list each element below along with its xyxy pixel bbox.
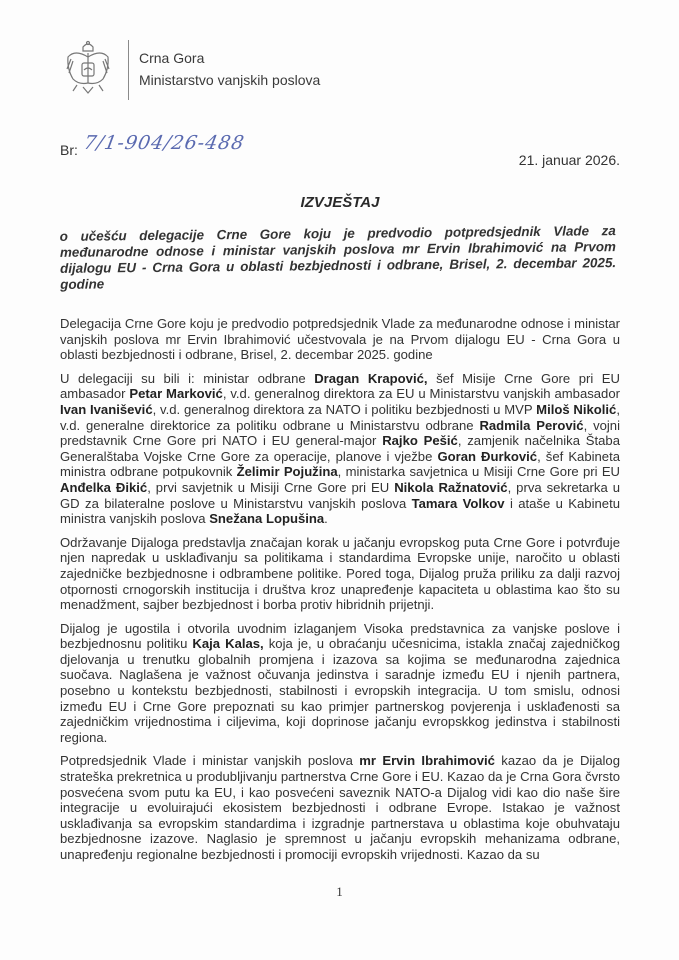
- text-run: , prva sekretarka u GD za bilateralne poslove u Ministarstvu vanjskih poslova: [60, 479, 620, 511]
- bold-name-run: Radmila Perović: [479, 417, 584, 433]
- document-body: [60, 316, 620, 871]
- text-run: Dijalog je ugostila i otvorila uvodnim izlaganjem Visoka predstavnica za vanjske poslove i bezbjednosnu politiku: [60, 620, 620, 652]
- text-run: , ministarka savjetnica u Misiji Crne Gore pri EU: [337, 464, 621, 480]
- bold-name-run: mr Ervin Ibrahimović: [359, 753, 495, 769]
- paragraph-intro: Delegacija Crne Gore koju je predvodio potpredsjednik Vlade za međunarodne odnose i ministar vanjskih poslova mr Ervin Ibrahimović učestvovala je na Prvom dijalogu EU - Crna Gora u oblasti bezbjednosti i odbrane, Brisel, 2. decembar 2025. godine: [60, 316, 620, 363]
- text-run: , šef Kabineta ministra odbrane potpukovnik: [60, 448, 621, 480]
- bold-name-run: Ivan Ivanišević: [60, 401, 153, 417]
- reference-number-handwritten: 7/1-904/26-488: [82, 132, 247, 154]
- bold-name-run: Želimir Pojužina: [236, 464, 338, 480]
- bold-name-run: Rajko Pešić: [382, 433, 458, 449]
- letterhead-divider: [128, 40, 129, 100]
- letterhead-text: [139, 38, 320, 100]
- text-run: koja je, u obraćanju učesnicima, istakla značaj zajedničkog djelovanja u trenutku globalnih promjena i izazova sa kojima se međunarodna zajednica suočava. Naglašena je važnost očuvanja jedinstva i saradnje između EU i njenih partnera, posebno u kontekstu bezbjednosti, stabilnosti i evropskih integracija. U tom smislu, odnosi između EU i Crne Gore prepoznati su kao primjer partnerskog povjerenja i usklađenosti sa zajedničkim vrijednostima i ciljevima, koji doprinose jačanju evropskkog jedinstva i stabilnosti regiona.: [60, 636, 620, 745]
- text-run: , v.d. generalne direktorice za politiku odbrane u Ministarstvu odbrane: [60, 401, 620, 433]
- country-name: Crna Gora: [139, 50, 205, 66]
- text-run: šef Misije Crne Gore pri EU ambasador: [60, 370, 620, 402]
- bold-name-run: Anđelka Đikić: [60, 479, 148, 495]
- document-title: IZVJEŠTAJ: [300, 194, 380, 211]
- paragraph-minister-statement: [60, 753, 620, 862]
- paragraph-delegation: [60, 371, 620, 527]
- text-run: Potpredsjednik Vlade i ministar vanjskih poslova: [60, 753, 360, 769]
- paragraph-significance: Održavanje Dijaloga predstavlja značajan korak u jačanju evropskog puta Crne Gore i potvrđuje njen napredak u usklađivanju sa politikama i standardima Evropske unije, naročito u oblasti zajedničke bezbjednosne i odbrambene politike. Pored toga, Dijalog pruža priliku za dalji razvoj otpornosti crnogorskih institucija i društva kroz unapređenje kapaciteta u oblastima kao što su menadžment, sajber bezbjednost i borba protiv hibridnih prijetnji.: [60, 534, 620, 613]
- bold-name-run: Snežana Lopušina: [209, 511, 325, 527]
- bold-name-run: Goran Đurković: [437, 448, 538, 464]
- reference-row: [60, 130, 620, 170]
- text-run: , prvi savjetnik u Misiji Crne Gore pri EU: [147, 479, 395, 495]
- text-run: , vojni predstavnik Crne Gore pri NATO i EU general-major: [60, 417, 620, 449]
- text-run: i ataše u Kabinetu ministra vanjskih poslova: [60, 495, 620, 527]
- text-run: kazao da je Dijalog strateška prekretnica u produbljivanju partnerstva Crne Gore i EU. Kazao da je Crna Gora čvrsto posvećena svom putu ka EU, i kao posvećeni saveznik NATO-a Dijalog vidi kao dio naše šire integracije u evoluirajući ekosistem bezbjednosti i odbrane Evrope. Istakao je važnost usklađivanja sa evropskim standardima i izgradnje partnerstava u oblastima koje obuhvataju bezbjednosne izazove. Naglasio je spremnost u jačanju evropskih mehanizama odbrane, unapređenju regionalne bezbjednosti i promociji evropskih vrijednosti. Kazao da su: [60, 753, 620, 862]
- bold-name-run: Nikola Ražnatović: [394, 479, 508, 495]
- text-run: , v.d. generalnog direktora za NATO i politiku bezbjednosti u MVP: [152, 401, 537, 417]
- ministry-name: Ministarstvo vanjskih poslova: [139, 72, 321, 88]
- reference-label: Br:: [60, 142, 78, 158]
- bold-name-run: Miloš Nikolić: [536, 401, 617, 417]
- bold-name-run: Petar Marković: [129, 386, 223, 402]
- text-run: .: [324, 511, 328, 527]
- paragraph-opening: [60, 621, 620, 746]
- text-run: , v.d. generalnog direktora za EU u Ministarstvu vanjskih ambasador: [222, 386, 620, 402]
- text-run: U delegaciji su bili i: ministar odbrane: [60, 370, 315, 386]
- text-run: , zamjenik načelnika Štaba Generalštaba Vojske Crne Gore za operacije, planove i vježbe: [60, 433, 620, 464]
- page-number: 1: [336, 884, 343, 899]
- document-date: 21. januar 2026.: [518, 152, 620, 168]
- bold-name-run: Dragan Krapović,: [314, 370, 428, 386]
- document-subtitle: o učešću delegacije Crne Gore koju je predvodio potpredsjednik Vlade za međunarodne odnose i ministar vanjskih poslova mr Ervin Ibrahimović na Prvom dijalogu EU - Crna Gora u oblasti bezbjednosti i odbrane, Brisel, 2. decembar 2025. godine: [59, 223, 617, 292]
- montenegro-coat-of-arms-icon: [60, 38, 116, 96]
- letterhead: [60, 38, 320, 100]
- bold-name-run: Tamara Volkov: [411, 495, 505, 511]
- bold-name-run: Kaja Kalas,: [192, 636, 264, 652]
